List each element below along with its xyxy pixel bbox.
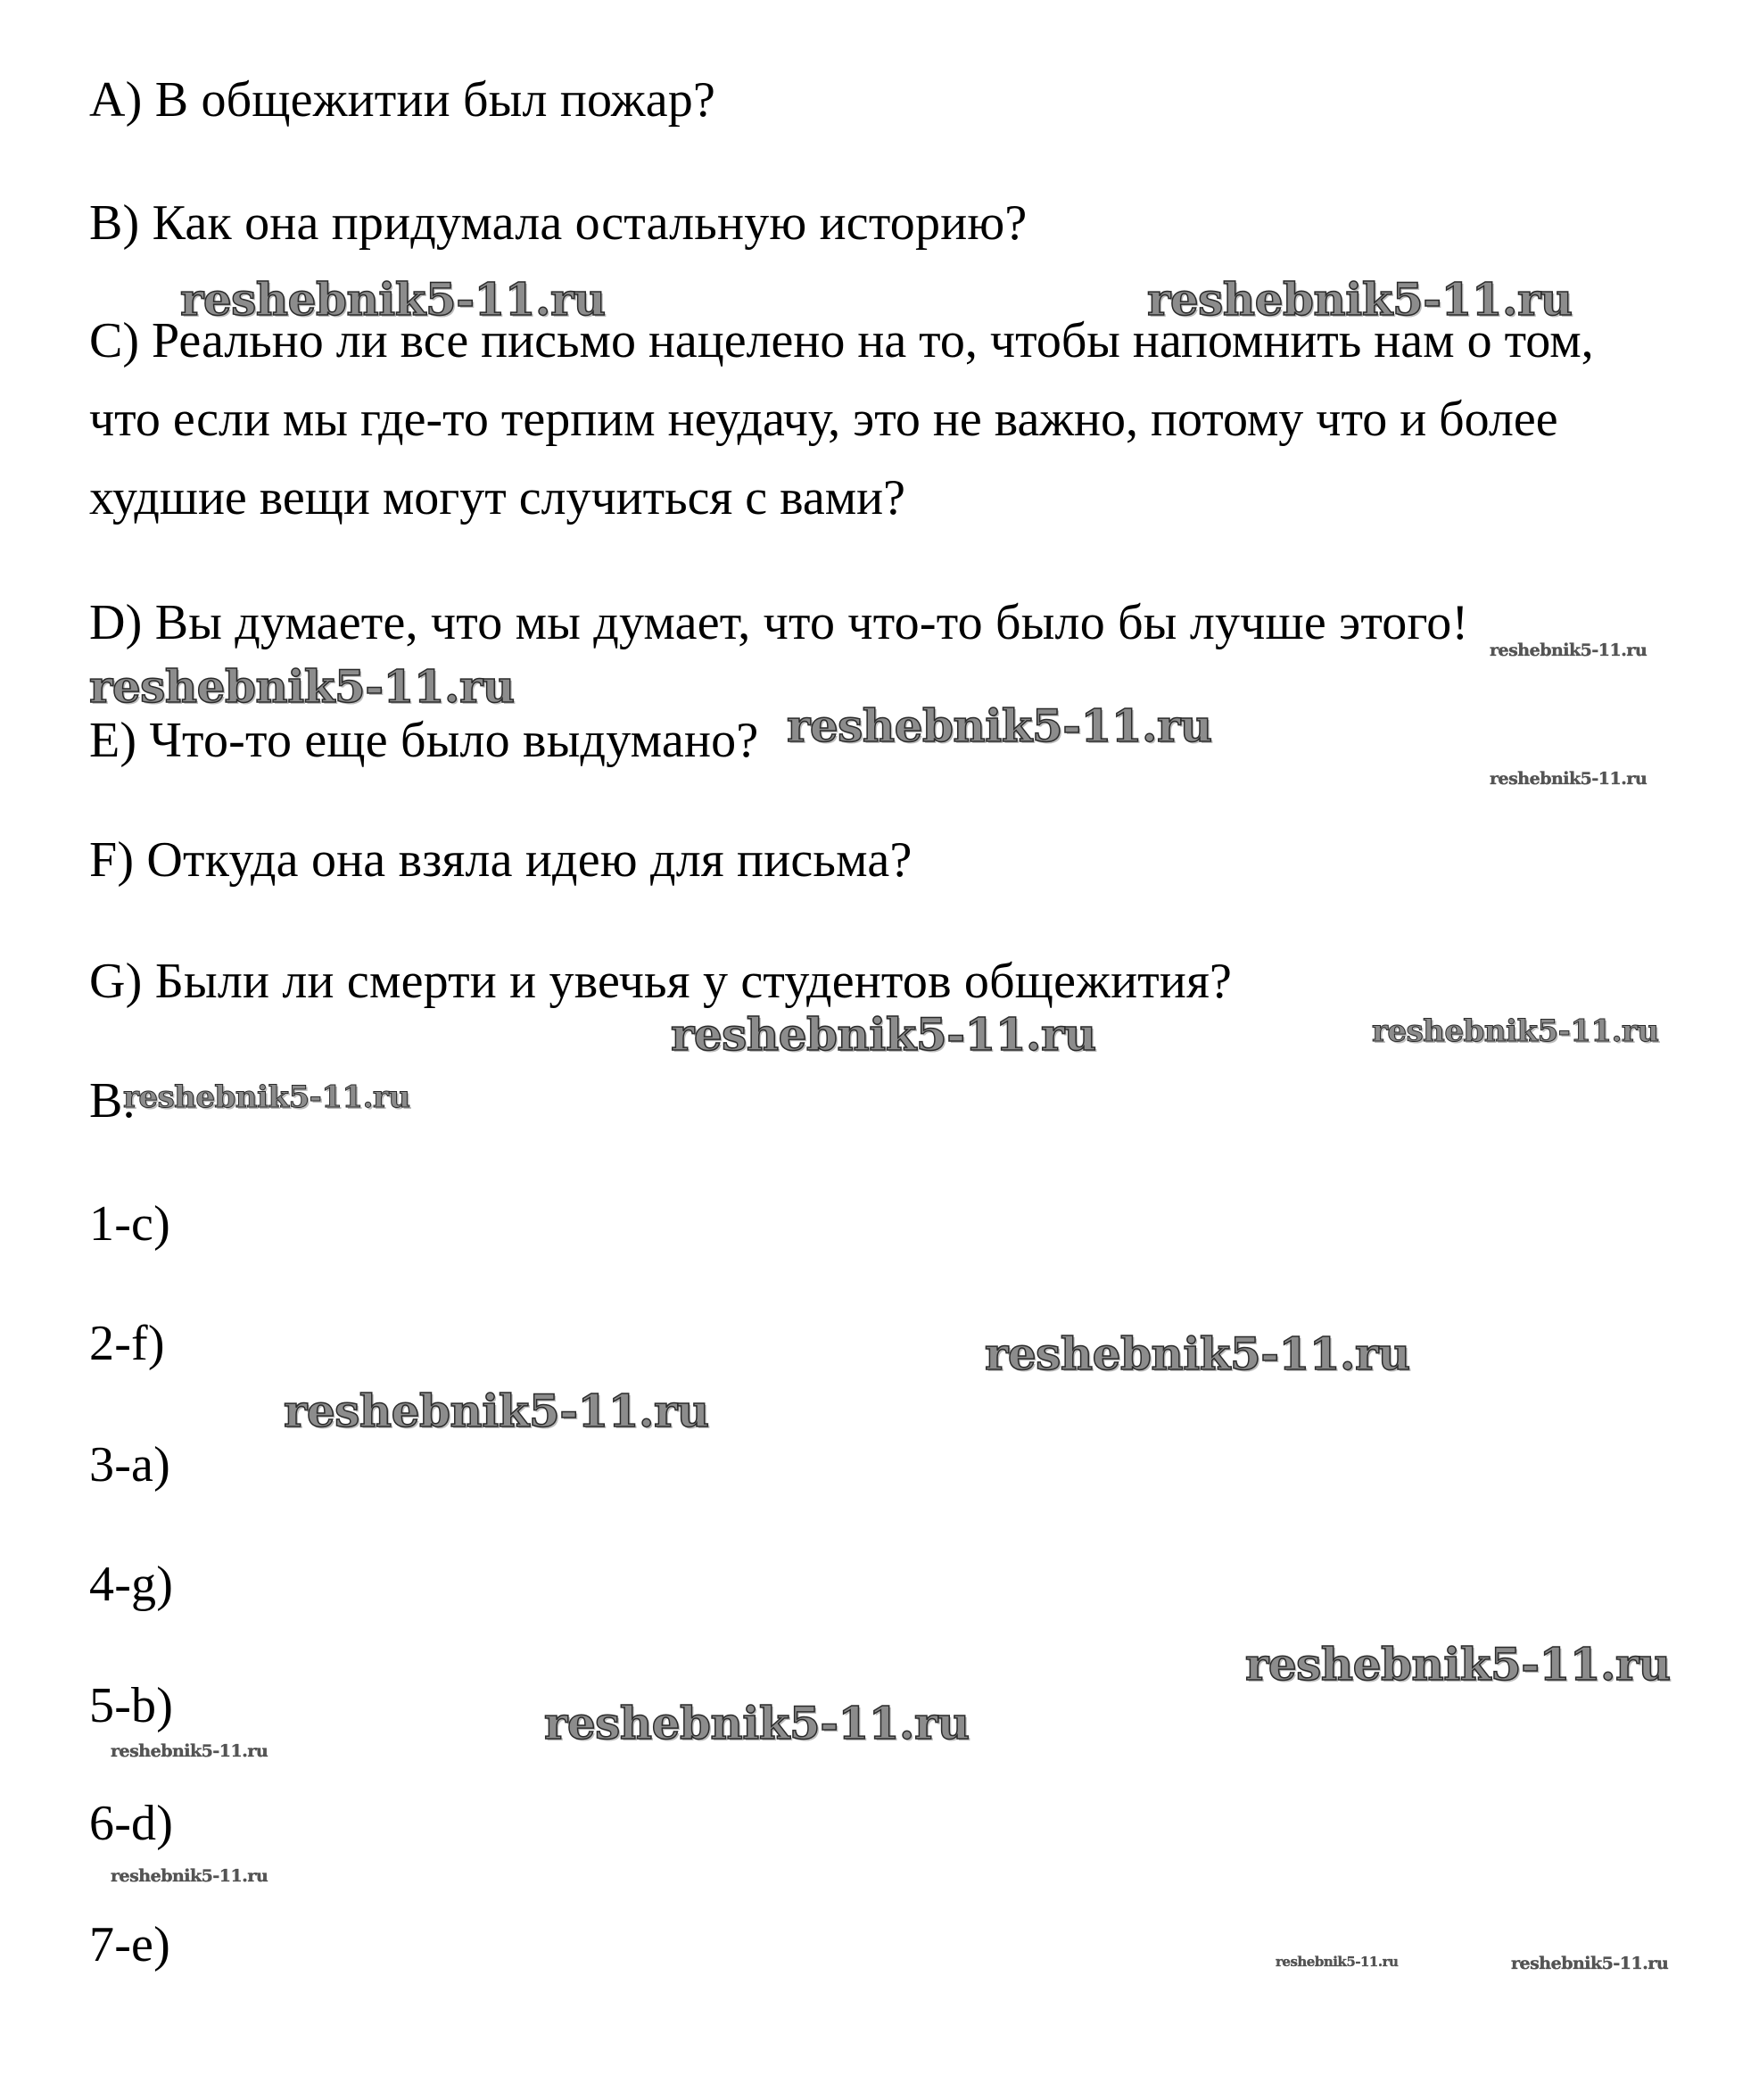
watermark: reshebnik5-11.ru bbox=[1276, 1954, 1399, 1970]
question-c-line-3: худшие вещи могут случиться с вами? bbox=[89, 470, 905, 525]
watermark: reshebnik5-11.ru bbox=[111, 1741, 268, 1761]
watermark: reshebnik5-11.ru bbox=[89, 660, 515, 713]
watermark: reshebnik5-11.ru bbox=[787, 699, 1212, 752]
watermark: reshebnik5-11.ru bbox=[1490, 769, 1648, 789]
watermark: reshebnik5-11.ru bbox=[985, 1327, 1410, 1380]
watermark: reshebnik5-11.ru bbox=[1490, 641, 1648, 660]
watermark: reshebnik5-11.ru bbox=[1147, 273, 1573, 326]
question-c-line-2: что если мы где-то терпим неудачу, это не важно, потому что и более bbox=[89, 392, 1558, 447]
watermark: reshebnik5-11.ru bbox=[671, 1008, 1096, 1061]
answer-4: 4-g) bbox=[89, 1557, 174, 1612]
question-a: A) В общежитии был пожар? bbox=[89, 72, 716, 128]
answer-2: 2-f) bbox=[89, 1316, 165, 1371]
question-g: G) Были ли смерти и увечья у студентов общежития? bbox=[89, 954, 1233, 1009]
answer-5: 5-b) bbox=[89, 1678, 174, 1733]
watermark: reshebnik5-11.ru bbox=[180, 273, 606, 326]
answer-1: 1-c) bbox=[89, 1196, 170, 1252]
watermark: reshebnik5-11.ru bbox=[1372, 1013, 1659, 1049]
watermark: reshebnik5-11.ru bbox=[111, 1866, 268, 1886]
answer-6: 6-d) bbox=[89, 1796, 174, 1851]
section-b-heading: B. bbox=[89, 1073, 136, 1129]
answer-7: 7-e) bbox=[89, 1917, 170, 1972]
question-c bbox=[89, 302, 1695, 537]
question-b: B) Как она придумала остальную историю? bbox=[89, 195, 1028, 251]
question-e: E) Что-то еще было выдумано? bbox=[89, 713, 759, 768]
watermark: reshebnik5-11.ru bbox=[284, 1385, 709, 1437]
question-f: F) Откуда она взяла идею для письма? bbox=[89, 832, 913, 888]
watermark: reshebnik5-11.ru bbox=[1245, 1638, 1671, 1691]
watermark: reshebnik5-11.ru bbox=[1511, 1954, 1669, 1973]
watermark: reshebnik5-11.ru bbox=[544, 1697, 970, 1749]
watermark: reshebnik5-11.ru bbox=[123, 1079, 410, 1115]
answer-3: 3-a) bbox=[89, 1437, 170, 1492]
question-d: D) Вы думаете, что мы думает, что что-то было бы лучше этого! bbox=[89, 595, 1469, 650]
question-c-line-1: C) Реально ли все письмо нацелено на то, чтобы напомнить нам о том, bbox=[89, 313, 1594, 368]
